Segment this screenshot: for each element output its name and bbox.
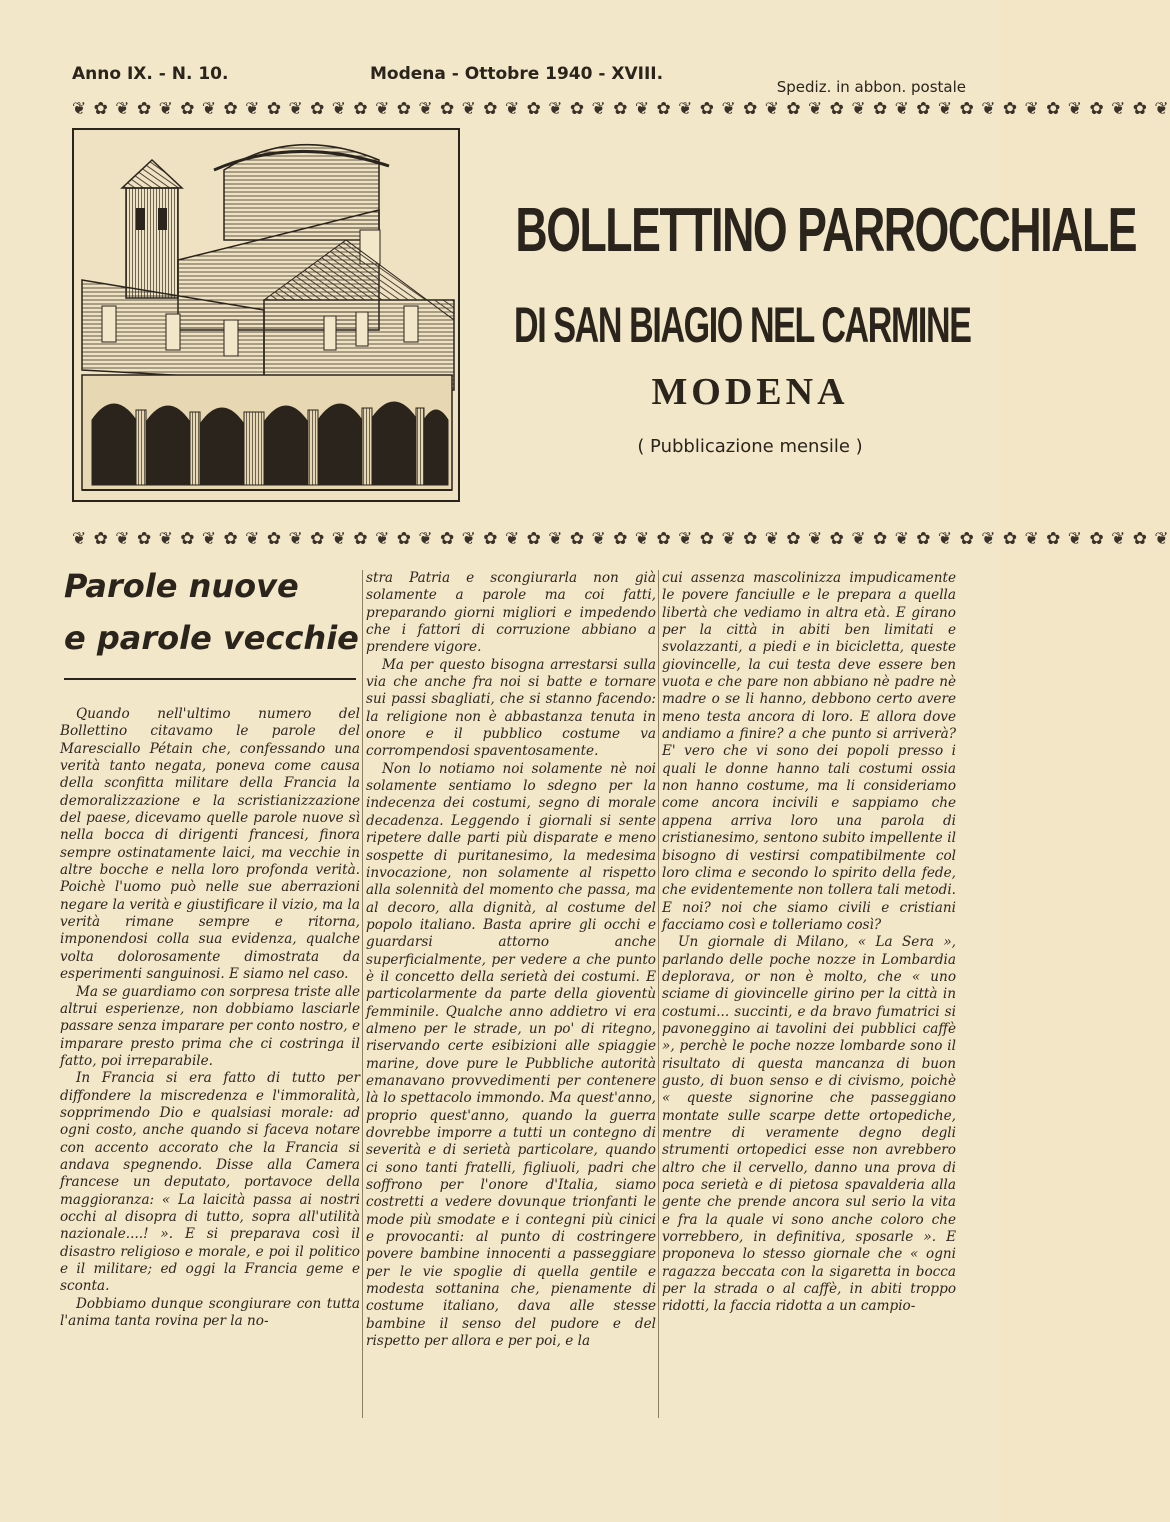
article-title-line2: e parole vecchie [64,619,359,657]
top-ornament-border: ❦ ✿ ❦ ✿ ❦ ✿ ❦ ✿ ❦ ✿ ❦ ✿ ❦ ✿ ❦ ✿ ❦ ✿ ❦ ✿ ❦ ✿ ❦ ✿ ❦ ✿ ❦ ✿ ❦ ✿ ❦ ✿ ❦ ✿ ❦ ✿ ❦ ✿ ❦ ✿ ❦ ✿ ❦ ✿ ❦ ✿ ❦ ✿ ❦ ✿ ❦ [72,99,1170,119]
bulletin-title: BOLLETTINO PARROCCHIALE [515,196,1137,265]
church-engraving [72,128,460,502]
paragraph: Quando nell'ultimo numero del Bollettino citavamo le parole del Maresciallo Pétain che, confessando una verità tanto negata, poneva come causa della sconfitta militare della Francia la demoralizzazione e la scristianizzazione del paese, dicevamo quelle parole nuove sì nella bocca di dirigenti francesi, finora sempre ostinatamente laici, ma vecchie in altre bocche e nella loro profonda verità. Poichè l'uomo può nelle sue aberrazioni negare la verità e giustificare il vizio, ma la verità rimane sempre e ritorna, imponendosi colla sua evidenza, qualche volta dolorosamente dimostrata da esperimenti sanguinosi. E siamo nel caso. [60,706,360,983]
column-divider-1 [362,570,363,1418]
paragraph: cui assenza mascolinizza impudicamente le povere fanciulle e le prepara a quella libertà che vediamo in altra età. E girano per la città in abiti ben limitati e svolazzanti, a piedi e in bicicletta, queste giovincelle, la cui testa deve essere ben vuota e che pare non abbiano nè padre nè madre o se li hanno, debbono certo avere meno testa ancora di loro. E allora dove andiamo a finire? a che punto si arriverà? E' vero che vi sono dei popoli presso i quali le donne hanno tali costumi ossia non hanno costume, ma li consideriamo come ancora incivili e sappiamo che appena arriva loro una parola di cristianesimo, sentono subito impellente il bisogno di vestirsi compatibilmente col loro clima e secondo lo spirito della fede, che evidentemente non tollera tali metodi. E noi? noi che siamo civili e cristiani facciamo così e tolleriamo così? [662,570,956,933]
article-column-3 [662,570,956,1316]
article-column-1 [60,706,360,1330]
masthead-top-line [72,64,966,94]
church-cloister-illustration [74,130,458,500]
title-block [470,196,1137,457]
issue-number: Anno IX. - N. 10. [72,64,229,84]
paragraph: Dobbiamo dunque scongiurare con tutta l'anima tanta rovina per la no- [60,1295,360,1330]
paragraph: Ma per questo bisogna arrestarsi sulla via che anche fra noi si batte e tornare sui passi sbagliati, che si stanno facendo: la religione non è abbastanza tenuta in onore e il pubblico costume va corrompendosi spaventosamente. [366,656,656,760]
paragraph: stra Patria e scongiurarla non già solamente a parole ma coi fatti, preparando giorni migliori e impedendo che i fattori di corruzione abbiano a prendere vigore. [366,570,656,656]
paragraph: In Francia si era fatto di tutto per diffondere la miscredenza e l'immoralità, sopprimendo Dio e qualsiasi morale: ad ogni costo, anche quando si faceva notare con accento accorato che la Francia si andava spegnendo. Disse alla Camera francese un deputato, portavoce della maggioranza: « La laicità passa ai nostri occhi al disopra di tutto, sopra all'utilità nazionale....! ». E si preparava così il disastro religioso e morale, e poi il politico e il militare; ed oggi la Francia geme e sconta. [60,1070,360,1295]
bottom-ornament-border: ❦ ✿ ❦ ✿ ❦ ✿ ❦ ✿ ❦ ✿ ❦ ✿ ❦ ✿ ❦ ✿ ❦ ✿ ❦ ✿ ❦ ✿ ❦ ✿ ❦ ✿ ❦ ✿ ❦ ✿ ❦ ✿ ❦ ✿ ❦ ✿ ❦ ✿ ❦ ✿ ❦ ✿ ❦ ✿ ❦ ✿ ❦ ✿ ❦ ✿ ❦ [72,529,1170,549]
city-name: MODENA [651,371,849,413]
publication-frequency: ( Pubblicazione mensile ) [637,436,863,457]
article-title-line1: Parole nuove [64,567,299,605]
title-underline [64,678,356,680]
paragraph: Ma se guardiamo con sorpresa triste alle altrui esperienze, non dobbiamo lasciarle passare senza imparare per conto nostro, e imparare presto prima che ci costringa il fatto, poi irreparabile. [60,983,360,1069]
paragraph: Un giornale di Milano, « La Sera », parlando delle poche nozze in Lombardia deplorava, or non è molto, che « uno sciame di giovincelle girino per la città in costumi... succinti, e da bravo fumatrici si pavoneggino ai tavolini dei pubblici caffè », perchè le poche nozze lombarde sono il risultato di questa mancanza di buon gusto, di buon senso e di civismo, poichè « queste signorine che passeggiano montate sulle scarpe dette ortopediche, mentre di veramente degno degli strumenti ortopedici esse non avrebbero altro che il cervello, danno una prova di poca serietà e di pietosa spavalderia alla gente che prende ancora sul serio la vita e fra la quale vi sono anche coloro che vorrebbero, in definitiva, sposarle ». E proponeva lo stesso giornale che « ogni ragazza beccata con la sigaretta in bocca per la strada o al caffè, in abiti troppo ridotti, la faccia ridotta a un campio- [662,934,956,1315]
parish-name: DI SAN BIAGIO NEL CARMINE [514,297,971,353]
article-column-2 [366,570,656,1350]
paragraph: Non lo notiamo noi solamente nè noi solamente sentiamo lo sdegno per la indecenza dei costumi, segno di morale decadenza. Leggendo i giornali si sente ripetere dalle parti più disparate e meno sospette di puritanesimo, la medesima invocazione, non solamente al rispetto alla solennità del momento che passa, ma al decoro, alla dignità, al costume del popolo italiano. Basta aprire gli occhi e guardarsi attorno anche superficialmente, per vedere a che punto è il concetto della serietà dei costumi. E particolarmente da parte della gioventù femminile. Qualche anno addietro vi era almeno per le strade, un po' di ritegno, riservando certe esibizioni alle spiaggie marine, dove pure le Pubbliche autorità emanavano provvedimenti per contenere là lo spettacolo immondo. Ma quest'anno, proprio quest'anno, quando la guerra dovrebbe imporre a tutti un contegno di severità e di serietà particolare, quando ci sono tanti fratelli, figliuoli, padri che soffrono per l'onore d'Italia, siamo costretti a vedere dovunque trionfanti le mode più smodate e i contegni più cinici e provocanti: al punto di costringere povere bambine innocenti a passeggiare per le vie spoglie di quella gentile e modesta sottanina che, pienamente di costume italiano, dava alle stesse bambine il senso del pudore e del rispetto per allora e per poi, e la [366,760,656,1350]
article-title [64,560,362,664]
column-divider-2 [658,570,659,1418]
postage-note: Spediz. in abbon. postale [776,78,966,96]
issue-date: Modena - Ottobre 1940 - XVIII. [370,64,664,84]
